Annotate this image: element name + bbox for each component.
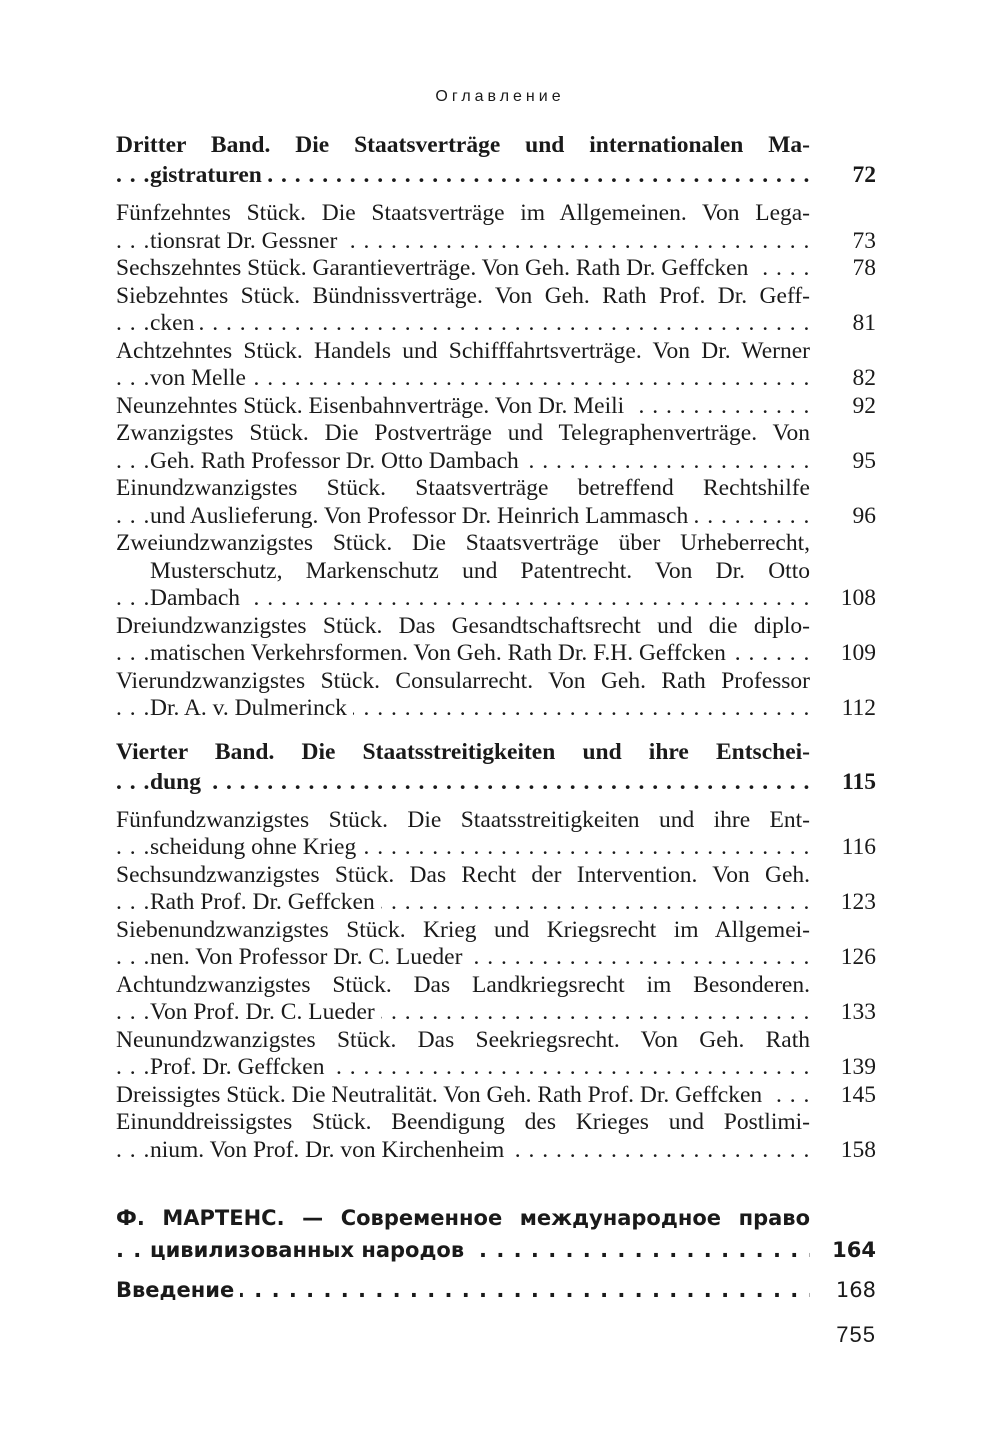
toc-entry-line: Siebzehntes Stück. Bündnissverträge. Von Geh. Rath Prof. Dr. Geff-	[116, 282, 810, 309]
toc-page-number: 145	[840, 1081, 876, 1108]
toc-entry-line: Neunundzwanzigstes Stück. Das Seekriegsrecht. Von Geh. Rath	[116, 1026, 810, 1053]
toc-page-number: 168	[835, 1278, 876, 1302]
toc-entry-text: Rath Prof. Dr. Geffcken	[150, 889, 381, 915]
toc-entry-line: Dritter Band. Die Staatsverträge und internationalen Ma-	[116, 132, 810, 158]
toc-entry-line: Einunddreissigstes Stück. Beendigung des Krieges und Postlimi-	[116, 1109, 810, 1135]
toc-page-number: 115	[842, 768, 876, 795]
toc-entry-text: Dreissigtes Stück. Die Neutralität. Von Geh. Rath Prof. Dr. Geffcken	[116, 1082, 768, 1108]
toc-entry-leader-line	[116, 393, 810, 421]
toc-entry-text: nen. Von Professor Dr. C. Lueder	[150, 944, 468, 970]
running-head: Оглавление	[435, 88, 565, 105]
toc-entry-line: Achtzehntes Stück. Handels und Schifffahrtsverträge. Von Dr. Werner	[116, 337, 810, 364]
toc-entry-text: Dr. A. v. Dulmerinck	[150, 695, 353, 721]
toc-page-number: 96	[852, 502, 876, 529]
toc-entry-text: nium. Von Prof. Dr. von Kirchenheim	[150, 1137, 510, 1163]
toc-page-number: 158	[840, 1136, 876, 1163]
toc-entry[interactable]	[116, 807, 876, 862]
toc-entry-line: Siebenundzwanzigstes Stück. Krieg und Kriegsrecht im Allgemei-	[116, 916, 810, 943]
toc-entry-line: Vierter Band. Die Staatsstreitigkeiten und ihre Entschei-	[116, 738, 810, 765]
toc-entry[interactable]	[116, 1109, 876, 1164]
toc-entry-text: und Auslieferung. Von Professor Dr. Heinrich Lammasch	[150, 503, 694, 529]
toc-entry-leader-line	[116, 228, 810, 256]
toc-entry-leader-line	[116, 999, 810, 1027]
toc-entry[interactable]	[116, 200, 876, 255]
toc-page-number: 109	[840, 640, 876, 666]
toc-book-heading[interactable]	[116, 1202, 876, 1266]
toc-page-number: 95	[852, 447, 876, 474]
toc-page-number: 164	[832, 1238, 876, 1262]
toc-page-number: 112	[841, 695, 876, 721]
toc-page-number: 81	[852, 310, 876, 336]
toc-entry[interactable]	[116, 393, 876, 421]
toc-entry-line: Vierundzwanzigstes Stück. Consularrecht. Von Geh. Rath Professor	[116, 667, 810, 694]
toc-entry[interactable]	[116, 475, 876, 530]
table-of-contents	[116, 130, 876, 1306]
toc-entry-line: Zweiundzwanzigstes Stück. Die Staatsverträge über Urheberrecht,	[116, 530, 810, 556]
toc-entry[interactable]	[116, 530, 876, 613]
toc-entry[interactable]	[116, 668, 876, 723]
toc-entry-leader-line	[116, 365, 810, 393]
toc-entry-leader-line	[116, 503, 810, 531]
toc-entry-leader-line	[116, 1274, 810, 1306]
toc-entry-line: Sechsundzwanzigstes Stück. Das Recht der Intervention. Von Geh.	[116, 861, 810, 888]
toc-entry-text: dung	[150, 769, 207, 795]
toc-entry-leader-line	[116, 695, 810, 723]
toc-page-number: 139	[840, 1054, 876, 1080]
toc-entry-line: Musterschutz, Markenschutz und Patentrecht. Von Dr. Otto	[150, 557, 810, 584]
toc-entry-text: matischen Verkehrsformen. Von Geh. Rath Dr. F.H. Geffcken	[150, 640, 732, 666]
toc-page-number: 126	[840, 944, 876, 970]
toc-entry-text: Neunzehntes Stück. Eisenbahnverträge. Von Dr. Meili	[116, 393, 630, 419]
toc-entry-line: Zwanzigstes Stück. Die Postverträge und Telegraphenverträge. Von	[116, 420, 810, 446]
toc-entry[interactable]	[116, 972, 876, 1027]
toc-entry-leader-line	[116, 889, 810, 917]
toc-entry-leader-line	[116, 310, 810, 338]
toc-entry-leader-line	[116, 160, 810, 190]
toc-part-heading[interactable]	[116, 130, 876, 190]
toc-entry-text: Sechszehntes Stück. Garantieverträge. Von Geh. Rath Dr. Geffcken	[116, 255, 754, 281]
toc-page-number: 73	[852, 227, 876, 254]
toc-entry[interactable]	[116, 255, 876, 283]
toc-entry-text: Von Prof. Dr. C. Lueder	[150, 999, 381, 1025]
toc-entry-leader-line	[116, 834, 810, 862]
toc-entry-leader-line	[116, 1082, 810, 1110]
toc-entry[interactable]	[116, 1082, 876, 1110]
toc-entry[interactable]	[116, 613, 876, 668]
toc-entry-leader-line	[116, 944, 810, 972]
page-number-folio: 755	[836, 1322, 876, 1347]
toc-entry-line: Ф. МАРТЕНС. — Современное международное право	[116, 1206, 810, 1230]
toc-entry-leader-line	[116, 1054, 810, 1082]
toc-entry-text: scheidung ohne Krieg	[150, 834, 362, 860]
toc-entry-leader-line	[116, 1137, 810, 1165]
toc-entry-line: Fünfzehntes Stück. Die Staatsverträge im Allgemeinen. Von Lega-	[116, 200, 810, 226]
toc-entry-leader-line	[116, 585, 810, 613]
toc-page-number: 72	[852, 162, 876, 188]
toc-page-number: 78	[852, 255, 876, 281]
toc-entry-line: Fünfundzwanzigstes Stück. Die Staatsstreitigkeiten und ihre Ent-	[116, 806, 810, 833]
toc-entry-line: Einundzwanzigstes Stück. Staatsverträge betreffend Rechtshilfe	[116, 475, 810, 501]
toc-entry-leader-line	[116, 255, 810, 283]
toc-entry-text: Geh. Rath Professor Dr. Otto Dambach	[150, 448, 525, 474]
toc-page-number: 123	[840, 889, 876, 915]
toc-page-number: 108	[840, 585, 876, 611]
toc-entry-leader-line	[116, 767, 810, 797]
toc-entry[interactable]	[116, 338, 876, 393]
toc-entry-text: Prof. Dr. Geffcken	[150, 1054, 330, 1080]
toc-entry-text: цивилизованных народов	[150, 1238, 470, 1262]
toc-entry-leader-line	[116, 640, 810, 668]
toc-entry[interactable]	[116, 283, 876, 338]
toc-entry-leader-line	[116, 1234, 810, 1266]
toc-page-number: 92	[852, 392, 876, 419]
toc-entry[interactable]	[116, 1274, 876, 1306]
toc-part-heading[interactable]	[116, 737, 876, 797]
toc-entry-leader-line	[116, 448, 810, 476]
toc-entry-text: tionsrat Dr. Gessner	[150, 228, 343, 254]
toc-entry-text: Введение	[116, 1278, 240, 1302]
toc-entry-text: Dambach	[150, 585, 246, 611]
toc-entry[interactable]	[116, 1027, 876, 1082]
toc-entry[interactable]	[116, 420, 876, 475]
toc-entry-line: Achtundzwanzigstes Stück. Das Landkriegsrecht im Besonderen.	[116, 971, 810, 998]
toc-entry[interactable]	[116, 862, 876, 917]
toc-entry-text: cken	[150, 310, 200, 336]
toc-entry-text: von Melle	[150, 365, 252, 391]
toc-entry-text: gistraturen	[150, 162, 268, 188]
toc-page-number: 116	[841, 834, 876, 860]
toc-entry-line: Dreiundzwanzigstes Stück. Das Gesandtschaftsrecht und die diplo-	[116, 612, 810, 639]
toc-page-number: 82	[852, 365, 876, 391]
toc-entry[interactable]	[116, 917, 876, 972]
toc-page-number: 133	[840, 999, 876, 1025]
